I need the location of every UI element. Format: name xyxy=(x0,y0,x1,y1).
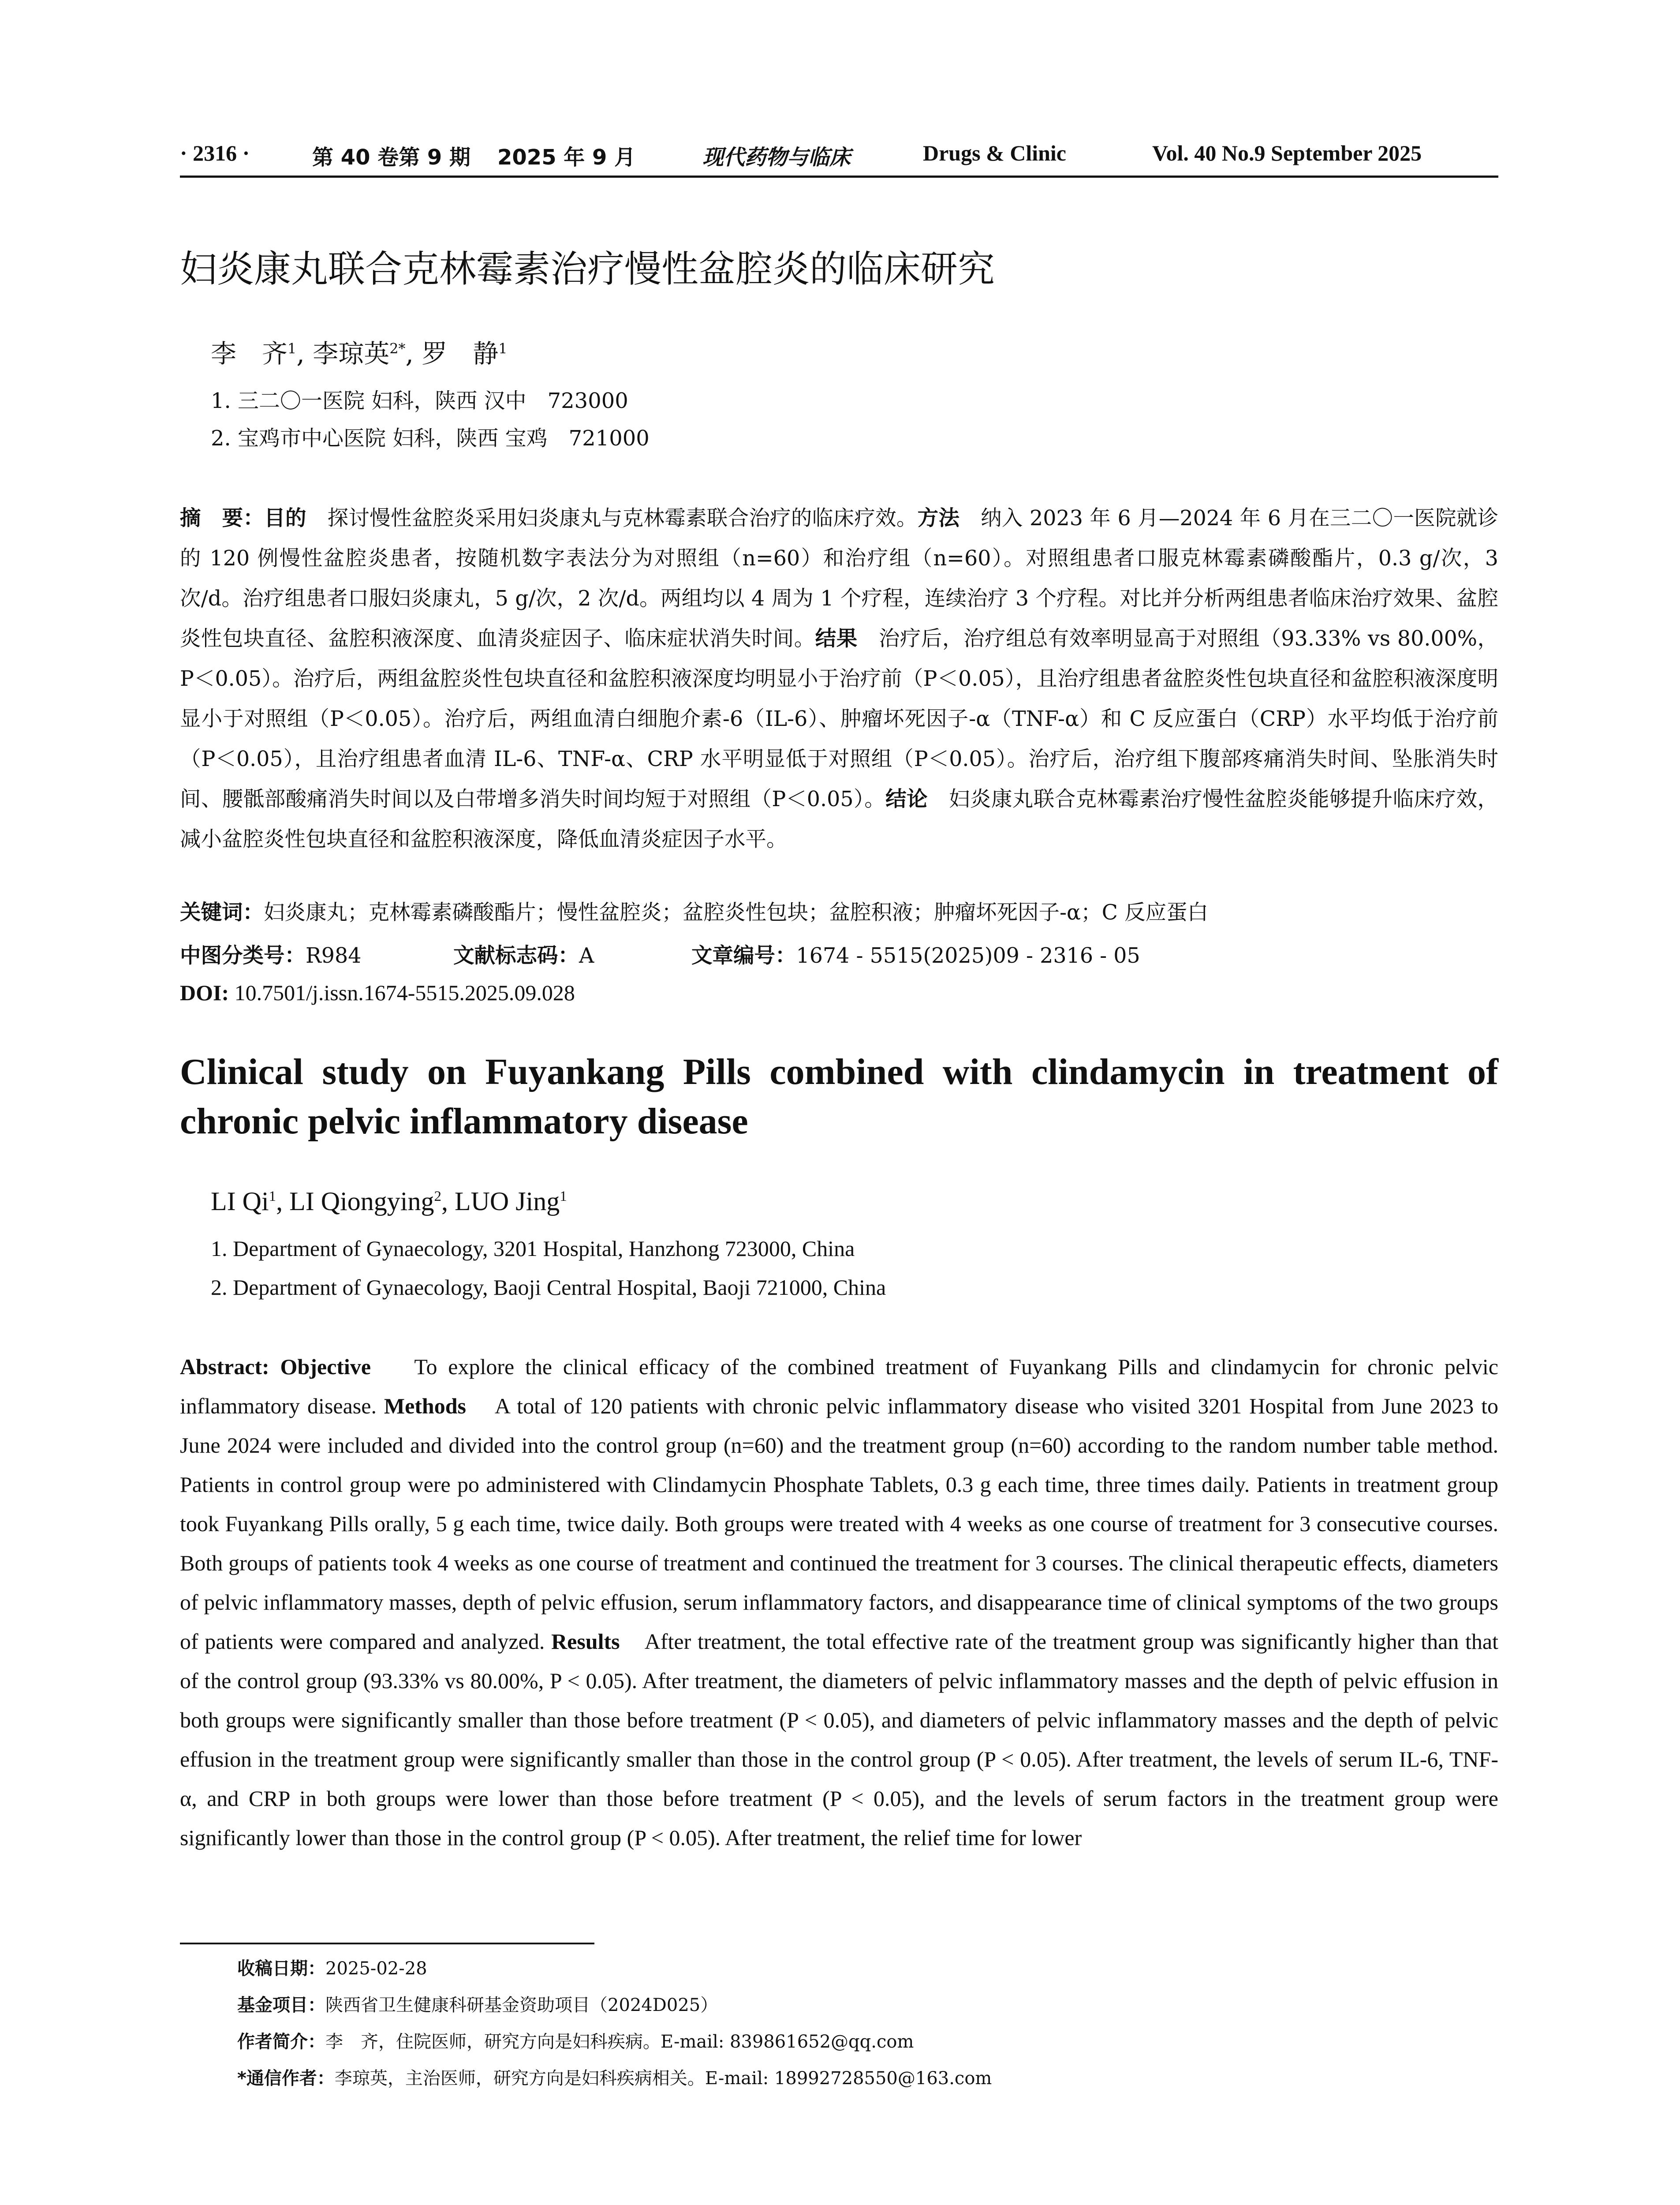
en-abstract xyxy=(180,1347,1498,1857)
article-no-label: 文章编号： xyxy=(691,944,796,968)
footnote-text: 陕西省卫生健康科研基金资助项目（2024D025） xyxy=(325,1995,718,2015)
objective-label: 目的 xyxy=(264,506,306,531)
author-name: LI Qi xyxy=(211,1187,269,1216)
conclusion-text: 妇炎康丸联合克林霉素治疗慢性盆腔炎能够提升临床疗效，减小盆腔炎性包块直径和盆腔积液深度，降低血清炎症因子水平。 xyxy=(180,787,1499,852)
doi-value: 10.7501/j.issn.1674-5515.2025.09.028 xyxy=(234,980,575,1005)
footnote-label: 基金项目： xyxy=(237,1995,325,2015)
author-separator: , xyxy=(296,339,313,369)
footnote-corresponding xyxy=(237,2064,992,2089)
doi-line xyxy=(180,980,575,1005)
cn-abstract xyxy=(180,498,1498,860)
author-separator: , xyxy=(405,339,422,369)
en-affiliation: 1. Department of Gynaecology, 3201 Hospital, Hanzhong 723000, China xyxy=(211,1236,855,1261)
author-affiliation-mark: 1 xyxy=(287,340,297,357)
methods-text: A total of 120 patients with chronic pelvic inflammatory disease who visited 3201 Hospital from June 2023 to June 2024 were included and divided into the control group (n=60) and the treatment group (n=60) according to the random number table method. Patients in control group were po administered with Clindamycin Phosphate Tablets, 0.3 g each time, three times daily. Patients in treatment group took Fuyankang Pills orally, 5 g each time, twice daily. Both groups were treated with 4 weeks as one course of treatment for 3 consecutive courses. Both groups of patients took 4 weeks as one course of treatment and continued the treatment for 3 courses. The clinical therapeutic effects, diameters of pelvic inflammatory masses, depth of pelvic effusion, serum inflammatory factors, and disappearance time of clinical symptoms of the two groups of patients were compared and analyzed. xyxy=(180,1394,1498,1654)
doc-code-label: 文献标志码： xyxy=(453,944,579,968)
author-name: 罗 静 xyxy=(422,339,499,369)
volume-issue-en: Vol. 40 No.9 September 2025 xyxy=(1152,141,1422,165)
abstract-label: Abstract: xyxy=(180,1354,269,1379)
author-separator: , xyxy=(441,1187,455,1216)
cn-affiliation: 2. 宝鸡市中心医院 妇科，陕西 宝鸡 721000 xyxy=(211,426,650,451)
clc-value: R984 xyxy=(306,944,362,968)
volume-issue-cn: 第 40 卷第 9 期 xyxy=(312,145,471,170)
article-no-value: 1674 - 5515(2025)09 - 2316 - 05 xyxy=(796,944,1140,968)
keywords-text: 妇炎康丸；克林霉素磷酸酯片；慢性盆腔炎；盆腔炎性包块；盆腔积液；肿瘤坏死因子-α；C 反应蛋白 xyxy=(264,901,1209,925)
journal-name-cn: 现代药物与临床 xyxy=(702,145,851,170)
author-affiliation-mark: 2* xyxy=(389,340,406,357)
results-label: 结果 xyxy=(815,627,858,651)
objective-label: Objective xyxy=(280,1354,371,1379)
cn-title: 妇炎康丸联合克林霉素治疗慢性盆腔炎的临床研究 xyxy=(180,247,995,291)
objective-text: To explore the clinical efficacy of the combined treatment of Fuyankang Pills and clindamycin for chronic pelvic inflammatory disease. xyxy=(180,1354,1498,1418)
keywords-label: 关键词： xyxy=(180,901,264,925)
en-title: Clinical study on Fuyankang Pills combined with clindamycin in treatment of chronic pelvic inflammatory disease xyxy=(180,1051,1498,1142)
journal-name-en: Drugs & Clinic xyxy=(923,141,1066,165)
methods-label: 方法 xyxy=(917,506,960,531)
footnote-text: 2025-02-28 xyxy=(325,1958,427,1979)
footnote-text: 李琼英，主治医师，研究方向是妇科疾病相关。E-mail: 18992728550@163.com xyxy=(334,2068,992,2089)
footnote-label: 收稿日期： xyxy=(237,1958,325,1979)
keywords xyxy=(180,895,1208,926)
results-text: 治疗后，治疗组总有效率明显高于对照组（93.33% vs 80.00%，P＜0.05）。治疗后，两组盆腔炎性包块直径和盆腔积液深度均明显小于治疗前（P＜0.05），且治疗组患者盆腔炎性包块直径和盆腔积液深度明显小于对照组（P＜0.05）。治疗后，两组血清白细胞介素-6（IL-6）、肿瘤坏死因子-α（TNF-α）和 C 反应蛋白（CRP）水平均低于治疗前（P＜0.05），且治疗组患者血清 IL-6、TNF-α、CRP 水平明显低于对照组（P＜0.05）。治疗后，治疗组下腹部疼痛消失时间、坠胀消失时间、腰骶部酸痛消失时间以及白带增多消失时间均短于对照组（P＜0.05）。 xyxy=(180,627,1499,811)
footnote-rule xyxy=(180,1943,594,1944)
doi-label: DOI: xyxy=(180,980,229,1005)
author-name: LUO Jing xyxy=(454,1187,560,1216)
cn-affiliation: 1. 三二〇一医院 妇科，陕西 汉中 723000 xyxy=(211,389,628,413)
footnote-text: 李 齐，住院医师，研究方向是妇科疾病。E-mail: 839861652@qq.com xyxy=(325,2032,914,2052)
en-authors xyxy=(211,1186,567,1217)
footnote-funding xyxy=(237,1991,718,2016)
author-affiliation-mark: 2 xyxy=(434,1188,441,1204)
objective-text: 探讨慢性盆腔炎采用妇炎康丸与克林霉素联合治疗的临床疗效。 xyxy=(327,506,918,531)
footnote-received xyxy=(237,1955,427,1980)
results-text: After treatment, the total effective rate of the treatment group was significantly higher than that of the control group (93.33% vs 80.00%, P < 0.05). After treatment, the diameters of pelvic inflammatory masses and the depth of pelvic effusion in both groups were significantly smaller than those before treatment (P < 0.05), and diameters of pelvic inflammatory masses and the depth of pelvic effusion in the treatment group were significantly smaller than those in the control group (P < 0.05). After treatment, the levels of serum IL-6, TNF-α, and CRP in both groups were lower than those before treatment (P < 0.05), and the levels of serum factors in the treatment group were significantly lower than those in the control group (P < 0.05). After treatment, the relief time for lower xyxy=(180,1629,1498,1850)
methods-label: Methods xyxy=(384,1394,466,1418)
doc-code-value: A xyxy=(579,944,594,968)
author-separator: , xyxy=(276,1187,290,1216)
page-number: · 2316 · xyxy=(180,141,250,165)
header-rule xyxy=(180,176,1498,178)
results-label: Results xyxy=(551,1629,620,1654)
footnote-label: *通信作者： xyxy=(237,2068,335,2089)
footnote-author-bio xyxy=(237,2028,914,2053)
author-affiliation-mark: 1 xyxy=(269,1188,276,1204)
cn-authors xyxy=(211,333,508,370)
author-name: LI Qiongying xyxy=(289,1187,434,1216)
en-affiliation: 2. Department of Gynaecology, Baoji Central Hospital, Baoji 721000, China xyxy=(211,1275,886,1300)
author-name: 李 齐 xyxy=(211,339,288,369)
author-name: 李琼英 xyxy=(313,339,390,369)
conclusion-label: 结论 xyxy=(885,787,928,811)
date-cn: 2025 年 9 月 xyxy=(497,145,636,170)
methods-text: 纳入 2023 年 6 月—2024 年 6 月在三二〇一医院就诊的 120 例慢性盆腔炎患者，按随机数字表法分为对照组（n=60）和治疗组（n=60）。对照组患者口服克林霉素磷酸酯片，0.3 g/次，3 次/d。治疗组患者口服妇炎康丸，5 g/次，2 次/d。两组均以 4 周为 1 个疗程，连续治疗 3 个疗程。对比并分析两组患者临床治疗效果、盆腔炎性包块直径、盆腔积液深度、血清炎症因子、临床症状消失时间。 xyxy=(180,506,1499,651)
footnote-label: 作者简介： xyxy=(237,2032,325,2052)
clc-label: 中图分类号： xyxy=(180,944,306,968)
abstract-label: 摘 要： xyxy=(180,506,265,531)
author-affiliation-mark: 1 xyxy=(560,1188,567,1204)
classification-line xyxy=(180,938,1498,968)
author-affiliation-mark: 1 xyxy=(498,340,508,357)
